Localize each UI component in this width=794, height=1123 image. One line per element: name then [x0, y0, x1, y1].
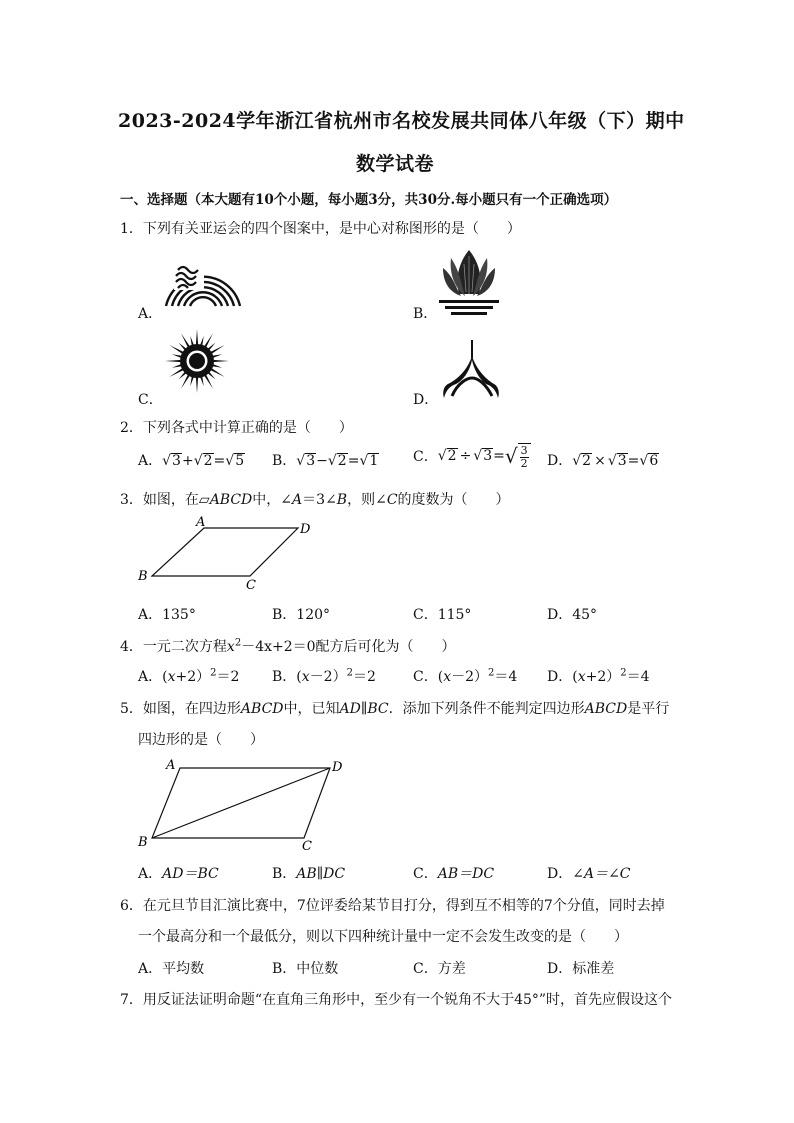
q2-option-b-label: B．: [272, 453, 297, 469]
q2-c-denominator: 2: [520, 456, 528, 470]
q6-option-a: A．平均数: [138, 961, 205, 977]
q4-option-exponent: 2: [620, 667, 627, 679]
sun-core: [189, 353, 205, 369]
q5-option-a: [138, 863, 219, 883]
q2-b-radicand-2: 2: [337, 453, 347, 469]
q4-stem-part: －4x+2＝0配方后可化为（ ）: [241, 639, 456, 655]
q6-stem-line1: 6．在元旦节目汇演比赛中，7位评委给某节目打分，得到互不相等的7个分值，同时去掉: [120, 898, 665, 914]
equals-sign: =: [627, 453, 640, 469]
q4-option-end: ＝4: [626, 669, 650, 685]
q3-stem-part: 3．如图，在▱: [120, 492, 210, 508]
q5-stem-part: 是平行: [627, 701, 670, 717]
q4-option-exponent: 2: [346, 667, 353, 679]
q3-stem-a: A: [292, 492, 303, 508]
q4-option-var: x: [577, 669, 586, 685]
q2-c-radicand-2: 3: [483, 447, 493, 464]
q3-option-d: D．45°: [547, 607, 598, 623]
q4-option-exponent: 2: [488, 667, 495, 679]
q3-vertex-d: D: [300, 522, 311, 537]
q3-stem: [120, 489, 510, 509]
q2-b-radicand-1: 3: [306, 453, 316, 469]
times-sign: ×: [594, 453, 606, 469]
q2-a-radicand-2: 2: [203, 453, 213, 469]
q4-option-var: x: [443, 669, 452, 685]
q6-option-d: D．标准差: [547, 961, 615, 977]
q7-stem-line1: 7．用反证法证明命题“在直角三角形中，至少有一个锐角不大于45°”时，首先应假设这个: [120, 992, 673, 1008]
q5-option-label: C．: [413, 866, 438, 882]
q4-option-var: x: [301, 669, 310, 685]
q3-stem-abcd: ABCD: [209, 492, 253, 508]
q5-option-expr: AD＝BC: [162, 866, 219, 882]
q3-vertex-a: A: [196, 515, 206, 530]
q3-stem-part: 的度数为（ ）: [397, 492, 510, 508]
q1-option-a-label: A．: [138, 306, 163, 322]
q1-emblem-a-fan-icon: [162, 262, 244, 312]
q4-option-rest: +2）: [175, 669, 211, 685]
q1-emblem-b-lotus-icon: [437, 248, 501, 322]
section-heading-choice: 一、选择题（本大题有10个小题，每小题3分，共30分.每小题只有一个正确选项）: [120, 192, 618, 208]
q3-option-b: B．120°: [272, 607, 331, 623]
q2-option-c-label: C．: [413, 449, 438, 466]
q5-option-expr: AB＝DC: [437, 866, 495, 882]
q2-stem: 2．下列各式中计算正确的是（ ）: [120, 420, 353, 436]
q5-option-label: A．: [138, 866, 163, 882]
q6-option-c: C．方差: [413, 961, 466, 977]
q2-a-radicand-3: 5: [235, 453, 245, 469]
q5-stem-line1: [120, 698, 669, 718]
divide-sign: ÷: [459, 448, 472, 465]
q3-option-c: C．115°: [413, 607, 472, 623]
q2-d-radicand-3: 6: [649, 453, 659, 469]
q3-parallelogram-figure: [134, 514, 324, 596]
q1-emblem-d-tower-icon: [438, 338, 502, 408]
minus-sign: −: [316, 453, 328, 469]
q5-option-expr: AB∥DC: [296, 866, 346, 882]
q4-stem-exponent: 2: [234, 637, 242, 649]
q5-vertex-a: A: [166, 758, 176, 773]
q2-option-a-label: A．: [138, 453, 163, 469]
q4-option-rest: －2）: [309, 669, 347, 685]
q5-stem-line2: 四边形的是（ ）: [138, 732, 264, 748]
q4-option-var: x: [167, 669, 176, 685]
q4-option-end: ＝2: [352, 669, 376, 685]
q5-option-b: [272, 863, 345, 883]
q4-stem-part: 4．一元二次方程: [120, 639, 227, 655]
q5-stem-abcd: ABCD: [584, 701, 628, 717]
q2-option-c: C．√2 ÷ √3=√ $\frac{3}{2}$: [413, 443, 531, 469]
q2-c-fraction: [518, 443, 531, 469]
q4-option-rest: +2）: [585, 669, 621, 685]
q5-option-label: D．: [547, 866, 573, 882]
q5-stem-part: 5．如图，在四边形: [120, 701, 241, 717]
equals-sign: =: [347, 453, 360, 469]
q2-option-d-label: D．: [547, 453, 573, 469]
q4-option-end: ＝4: [494, 669, 518, 685]
q4-stem-x: x: [226, 639, 235, 655]
q4-option-label: D．(: [547, 669, 578, 685]
q3-stem-part: ＝3∠: [302, 492, 337, 508]
q5-stem-part: 中，已知: [283, 701, 340, 717]
plus-sign: +: [181, 453, 194, 469]
q4-option-label: A．(: [138, 669, 168, 685]
q6-option-b: B．中位数: [272, 961, 339, 977]
q3-option-a: A．135°: [138, 607, 196, 623]
q4-option-exponent: 2: [210, 667, 217, 679]
q4-option-a: [138, 666, 239, 686]
equals-sign: =: [213, 453, 226, 469]
q5-diagonal-bd: [152, 768, 330, 838]
q4-option-label: C．(: [413, 669, 444, 685]
q3-parallelogram-shape: [152, 528, 298, 576]
paper-title-line1: 2023-2024学年浙江省杭州市名校发展共同体八年级（下）期中: [118, 110, 685, 132]
q3-stem-c: C: [386, 492, 398, 508]
q3-stem-part: 中，∠: [252, 492, 293, 508]
q4-option-b: [272, 666, 376, 686]
q5-stem-ad-bc: AD∥BC: [339, 701, 389, 717]
q1-option-c-label: C．: [138, 392, 163, 408]
q2-option-d: D．√2 × √3=√6: [547, 453, 659, 469]
q5-vertex-b: B: [138, 835, 148, 850]
q3-vertex-b: B: [138, 569, 148, 584]
q2-a-radicand-1: 3: [172, 453, 181, 469]
q2-option-b: B．√3−√2=√1: [272, 453, 379, 469]
q1-emblem-c-sun-icon: [164, 328, 230, 398]
q3-stem-part: ，则∠: [347, 492, 387, 508]
q2-option-a: A．√3+√2=√5: [138, 453, 245, 469]
q5-option-c: [413, 863, 494, 883]
q5-stem-part: ．添加下列条件不能判定四边形: [388, 701, 585, 717]
q1-option-b-label: B．: [413, 306, 438, 322]
q4-option-d: [547, 666, 650, 686]
q4-option-c: [413, 666, 517, 686]
q1-stem: 1．下列有关亚运会的四个图案中，是中心对称图形的是（ ）: [120, 221, 521, 237]
q5-vertex-d: D: [332, 760, 343, 775]
q1-option-d-label: D．: [413, 392, 439, 408]
paper-title-line2: 数学试卷: [356, 153, 435, 175]
q2-d-radicand-2: 3: [617, 453, 627, 469]
q5-quadrilateral-figure: [134, 756, 354, 856]
q5-stem-abcd: ABCD: [240, 701, 284, 717]
q4-option-rest: －2）: [451, 669, 489, 685]
q3-vertex-c: C: [246, 578, 256, 592]
q5-vertex-c: C: [302, 839, 312, 852]
q2-c-numerator: 3: [520, 444, 528, 457]
q4-option-label: B．(: [272, 669, 302, 685]
q6-stem-line2: 一个最高分和一个最低分，则以下四种统计量中一定不会发生改变的是（ ）: [138, 929, 628, 945]
q5-option-d: [547, 863, 631, 883]
q2-b-radicand-3: 1: [369, 453, 379, 469]
q4-stem: [120, 636, 456, 656]
q2-d-radicand-1: 2: [582, 453, 592, 469]
q3-stem-b: B: [336, 492, 348, 508]
q2-c-radicand-1: 2: [447, 447, 457, 464]
q4-option-end: ＝2: [216, 669, 240, 685]
q5-option-label: B．: [272, 866, 297, 882]
equals-sign: =: [493, 448, 505, 465]
q5-option-expr: ∠A＝∠C: [572, 866, 631, 882]
